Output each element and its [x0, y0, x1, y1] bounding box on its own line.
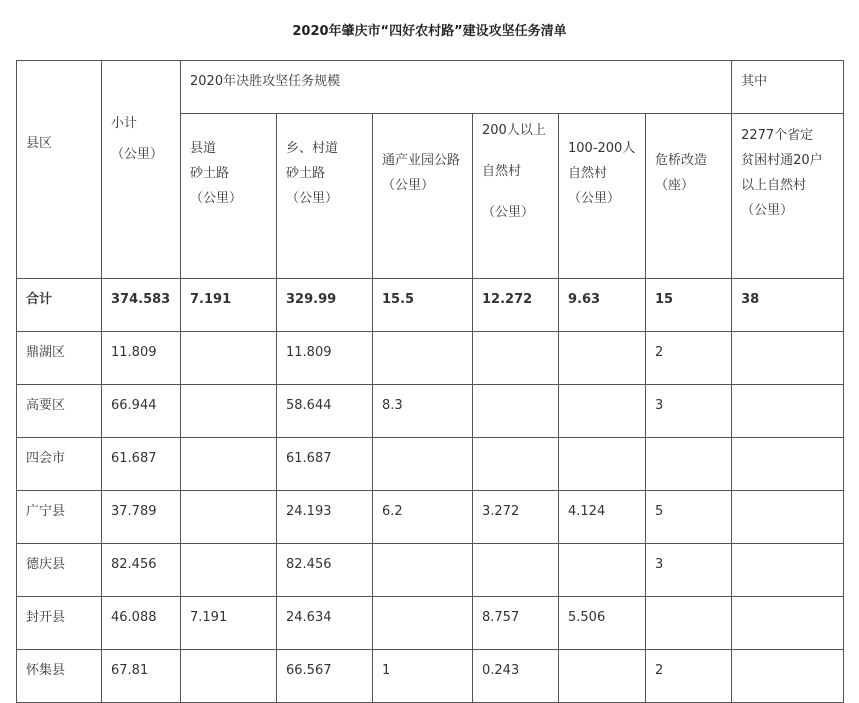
- table-row: [17, 438, 844, 491]
- page-title: 2020年肇庆市“四好农村路”建设攻坚任务清单: [292, 24, 567, 39]
- cell-200plus: 3.272: [473, 491, 559, 544]
- header-col-county-road-line2: 砂土路: [190, 166, 230, 181]
- header-group-label: 2020年决胜攻坚任务规模: [190, 74, 341, 89]
- cell-100-200: [559, 650, 646, 703]
- cell-poor-village: [732, 438, 844, 491]
- cell-poor-village: [732, 544, 844, 597]
- header-col-county-road-line3: （公里）: [190, 191, 243, 206]
- cell-200plus: [473, 544, 559, 597]
- cell-poor-village: [732, 385, 844, 438]
- cell-100-200: 4.124: [559, 491, 646, 544]
- row-name: 德庆县: [17, 544, 102, 597]
- cell-100-200: [559, 385, 646, 438]
- cell-poor-village: [732, 332, 844, 385]
- header-col-200plus-line2: 自然村: [482, 164, 522, 179]
- table-row: [17, 650, 844, 703]
- cell-subtotal: 61.687: [102, 438, 181, 491]
- cell-100-200: [559, 332, 646, 385]
- row-name: 鼎湖区: [17, 332, 102, 385]
- cell-bridge: 2: [646, 650, 732, 703]
- cell-industrial-park: [373, 597, 473, 650]
- header-col-village-road: [277, 114, 373, 279]
- row-name: 封开县: [17, 597, 102, 650]
- cell-bridge: 15: [646, 279, 732, 332]
- row-name: 怀集县: [17, 650, 102, 703]
- cell-industrial-park: [373, 544, 473, 597]
- cell-subtotal: 66.944: [102, 385, 181, 438]
- cell-200plus: [473, 332, 559, 385]
- header-col-200plus: [473, 114, 559, 279]
- cell-bridge: 2: [646, 332, 732, 385]
- cell-bridge: 3: [646, 385, 732, 438]
- cell-200plus: [473, 438, 559, 491]
- cell-100-200: [559, 438, 646, 491]
- header-col-village-road-line2: 砂土路: [286, 166, 326, 181]
- table-row: [17, 544, 844, 597]
- header-county: [17, 61, 102, 279]
- cell-industrial-park: 15.5: [373, 279, 473, 332]
- cell-subtotal: 46.088: [102, 597, 181, 650]
- cell-village-road: 329.99: [277, 279, 373, 332]
- header-col-poor-village-line2: 贫困村通20户: [741, 153, 823, 168]
- header-subtotal-label: 小计: [111, 116, 138, 131]
- cell-200plus: 0.243: [473, 650, 559, 703]
- cell-100-200: 5.506: [559, 597, 646, 650]
- cell-200plus: 8.757: [473, 597, 559, 650]
- cell-county-road: [181, 491, 277, 544]
- cell-county-road: [181, 332, 277, 385]
- cell-industrial-park: [373, 438, 473, 491]
- header-col-bridge: [646, 114, 732, 279]
- header-col-poor-village-line4: （公里）: [741, 203, 794, 218]
- table-row: [17, 491, 844, 544]
- cell-100-200: 9.63: [559, 279, 646, 332]
- cell-village-road: 61.687: [277, 438, 373, 491]
- cell-poor-village: [732, 597, 844, 650]
- cell-200plus: 12.272: [473, 279, 559, 332]
- header-col-village-road-line3: （公里）: [286, 191, 339, 206]
- cell-village-road: 58.644: [277, 385, 373, 438]
- cell-subtotal: 11.809: [102, 332, 181, 385]
- cell-industrial-park: 1: [373, 650, 473, 703]
- cell-county-road: [181, 544, 277, 597]
- cell-village-road: 66.567: [277, 650, 373, 703]
- cell-village-road: 11.809: [277, 332, 373, 385]
- table-row: [17, 597, 844, 650]
- header-col-county-road-line1: 县道: [190, 141, 217, 156]
- row-name: 广宁县: [17, 491, 102, 544]
- cell-village-road: 82.456: [277, 544, 373, 597]
- cell-county-road: 7.191: [181, 597, 277, 650]
- header-col-bridge-line2: （座）: [655, 178, 695, 193]
- header-col-poor-village-line1: 2277个省定: [741, 128, 814, 143]
- cell-bridge: 3: [646, 544, 732, 597]
- header-col-200plus-line3: （公里）: [482, 205, 535, 220]
- header-col-poor-village: [732, 114, 844, 279]
- header-col-industrial-park: [373, 114, 473, 279]
- header-group: [181, 61, 732, 114]
- header-subtotal-unit: （公里）: [111, 147, 164, 162]
- table-row: [17, 332, 844, 385]
- row-name: 四会市: [17, 438, 102, 491]
- cell-village-road: 24.634: [277, 597, 373, 650]
- header-col-100-200-line2: 自然村: [568, 166, 608, 181]
- header-row-1: [17, 61, 844, 114]
- cell-county-road: [181, 650, 277, 703]
- cell-bridge: [646, 438, 732, 491]
- cell-county-road: [181, 438, 277, 491]
- table-row: [17, 385, 844, 438]
- header-subtotal: [102, 61, 181, 279]
- header-col-county-road: [181, 114, 277, 279]
- cell-industrial-park: 8.3: [373, 385, 473, 438]
- cell-poor-village: [732, 491, 844, 544]
- header-col-industrial-park-line2: （公里）: [382, 178, 435, 193]
- header-other: [732, 61, 844, 114]
- cell-100-200: [559, 544, 646, 597]
- cell-poor-village: [732, 650, 844, 703]
- cell-subtotal: 37.789: [102, 491, 181, 544]
- header-col-100-200-line1: 100-200人: [568, 141, 636, 156]
- header-col-village-road-line1: 乡、村道: [286, 141, 339, 156]
- header-col-poor-village-line3: 以上自然村: [741, 178, 807, 193]
- task-table: [16, 60, 844, 703]
- header-col-industrial-park-line1: 通产业园公路: [382, 153, 461, 168]
- cell-subtotal: 82.456: [102, 544, 181, 597]
- cell-village-road: 24.193: [277, 491, 373, 544]
- header-col-200plus-line1: 200人以上: [482, 123, 546, 138]
- row-name: 合计: [17, 279, 102, 332]
- cell-industrial-park: 6.2: [373, 491, 473, 544]
- cell-subtotal: 67.81: [102, 650, 181, 703]
- cell-bridge: 5: [646, 491, 732, 544]
- header-other-label: 其中: [741, 74, 768, 89]
- header-county-label: 县区: [26, 136, 53, 151]
- cell-county-road: [181, 385, 277, 438]
- cell-subtotal: 374.583: [102, 279, 181, 332]
- header-col-100-200-line3: （公里）: [568, 191, 621, 206]
- header-col-100-200: [559, 114, 646, 279]
- row-name: 高要区: [17, 385, 102, 438]
- cell-county-road: 7.191: [181, 279, 277, 332]
- cell-poor-village: 38: [732, 279, 844, 332]
- cell-200plus: [473, 385, 559, 438]
- header-col-bridge-line1: 危桥改造: [655, 153, 708, 168]
- cell-bridge: [646, 597, 732, 650]
- cell-industrial-park: [373, 332, 473, 385]
- table-row: [17, 279, 844, 332]
